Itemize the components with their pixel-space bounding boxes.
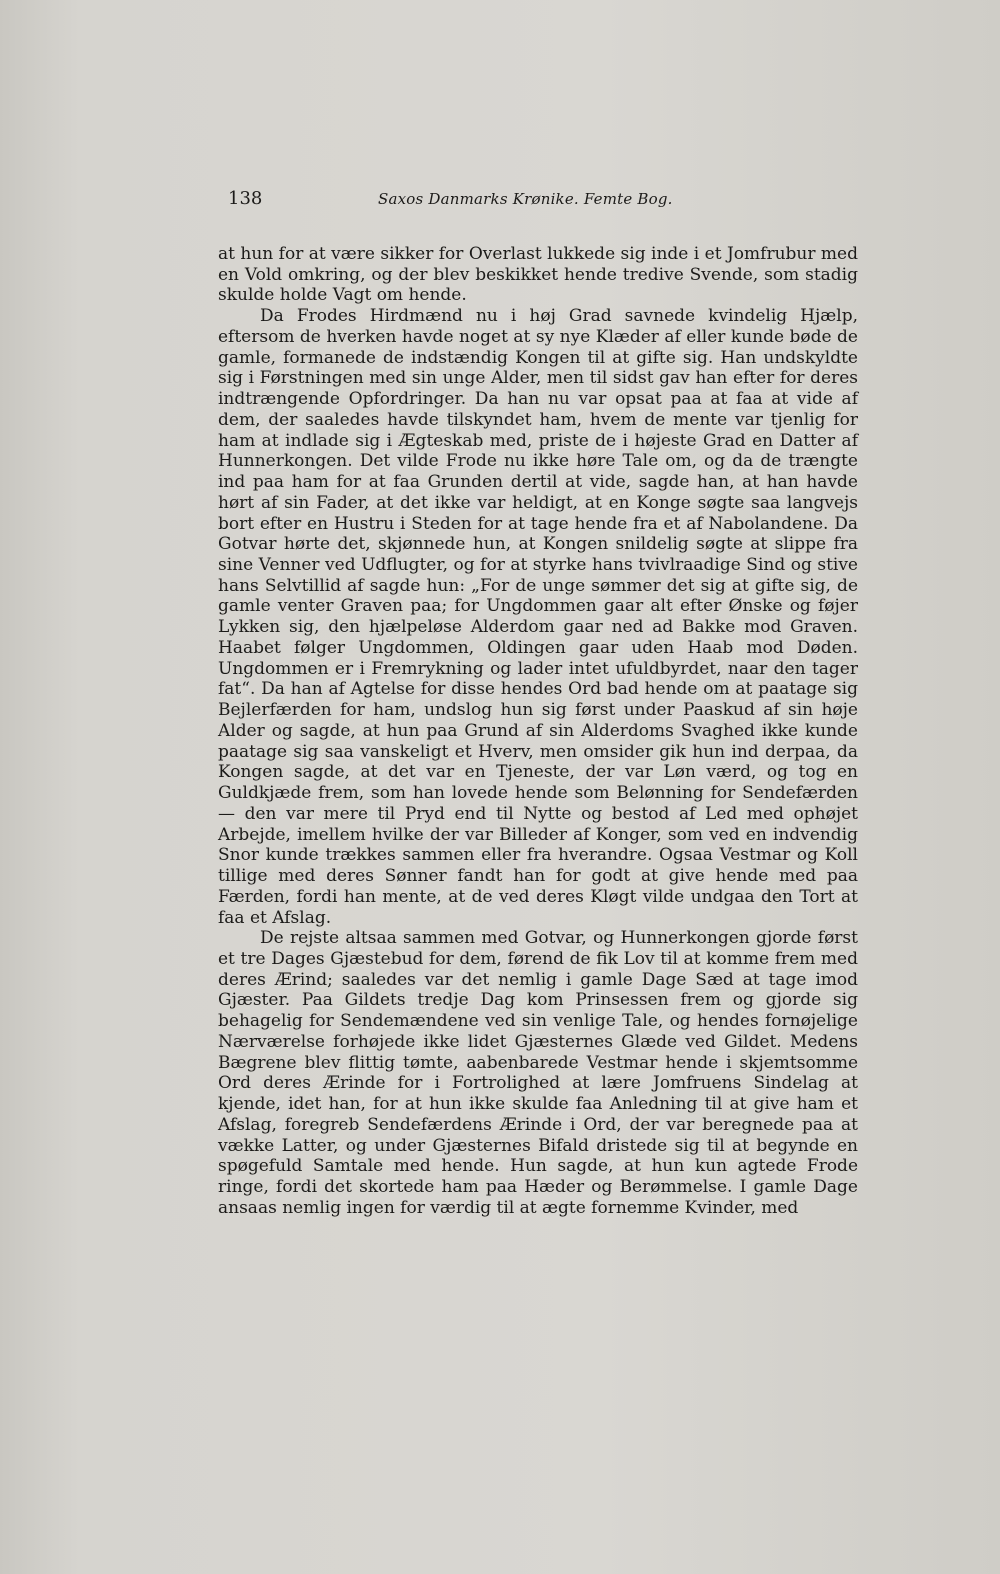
body-text: [218, 244, 858, 1219]
paragraph-embassy: De rejste altsaa sammen med Gotvar, og Hunnerkongen gjorde først et tre Dages Gjæstebud for dem, førend de fik Lov til at komme frem med deres Ærind; saaledes var det nemlig i gamle Dage Sæd at tage imod Gjæster. Paa Gildets tredje Dag kom Prinsessen frem og gjorde sig behagelig for Sendemændene ved sin venlige Tale, og hendes fornøjelige Nærværelse forhøjede ikke lidet Gjæsternes Glæde ved Gildet. Medens Bægrene blev flittig tømte, aabenbarede Vestmar hende i skjemtsomme Ord deres Ærinde for i Fortrolighed at lære Jomfruens Sindelag at kjende, idet han, for at hun ikke skulde faa Anledning til at give ham et Afslag, foregreb Sendefærdens Ærinde i Ord, der var beregnede paa at vække Latter, og under Gjæsternes Bifald dristede sig til at begynde en spøgefuld Samtale med hende. Hun sagde, at hun kun agtede Frode ringe, fordi det skortede ham paa Hæder og Berømmelse. I gamle Dage ansaas nemlig ingen for værdig til at ægte fornemme Kvinder, med: [218, 928, 858, 1218]
paragraph-continuation: at hun for at være sikker for Overlast lukkede sig inde i et Jomfrubur med en Vold omkring, og der blev beskikket hende tredive Svende, som stadig skulde holde Vagt om hende.: [218, 244, 858, 306]
paragraph-frode-marriage: Da Frodes Hirdmænd nu i høj Grad savnede kvindelig Hjælp, eftersom de hverken havde noget at sy nye Klæder af eller kunde bøde de gamle, formanede de indstændig Kongen til at gifte sig. Han undskyldte sig i Førstningen med sin unge Alder, men til sidst gav han efter for deres indtrængende Opfordringer. Da han nu var opsat paa at faa at vide af dem, der saaledes havde tilskyndet ham, hvem de mente var tjenlig for ham at indlade sig i Ægteskab med, priste de i højeste Grad en Datter af Hunnerkongen. Det vilde Frode nu ikke høre Tale om, og da de trængte ind paa ham for at faa Grunden dertil at vide, sagde han, at han havde hørt af sin Fader, at det ikke var heldigt, at en Konge søgte saa langvejs bort efter en Hustru i Steden for at tage hende fra et af Nabolandene. Da Gotvar hørte det, skjønnede hun, at Kongen snildelig søgte at slippe fra sine Venner ved Udflugter, og for at styrke hans tvivlraadige Sind og stive hans Selvtillid af sagde hun: „For de unge sømmer det sig at gifte sig, de gamle venter Graven paa; for Ungdommen gaar alt efter Ønske og føjer Lykken sig, den hjælpeløse Alderdom gaar ned ad Bakke mod Graven. Haabet følger Ungdommen, Oldingen gaar uden Haab mod Døden. Ungdommen er i Fremrykning og lader intet ufuldbyrdet, naar den tager fat“. Da han af Agtelse for disse hendes Ord bad hende om at paatage sig Bejlerfærden for ham, undslog hun sig først under Paaskud af sin høje Alder og sagde, at hun paa Grund af sin Alderdoms Svaghed ikke kunde paatage sig saa vanskeligt et Hverv, men omsider gik hun ind derpaa, da Kongen sagde, at det var en Tjeneste, der var Løn værd, og tog en Guldkjæde frem, som han lovede hende som Belønning for Sendefærden — den var mere til Pryd end til Nytte og bestod af Led med ophøjet Arbejde, imellem hvilke der var Billeder af Konger, som ved en indvendig Snor kunde trækkes sammen eller fra hverandre. Ogsaa Vestmar og Koll tillige med deres Sønner fandt han for godt at give hende med paa Færden, fordi han mente, at de ved deres Kløgt vilde undgaa den Tort at faa et Afslag.: [218, 306, 858, 928]
page-number: 138: [228, 188, 263, 209]
page-header: [228, 188, 748, 212]
running-title: Saxos Danmarks Krønike. Femte Bog.: [378, 190, 673, 208]
